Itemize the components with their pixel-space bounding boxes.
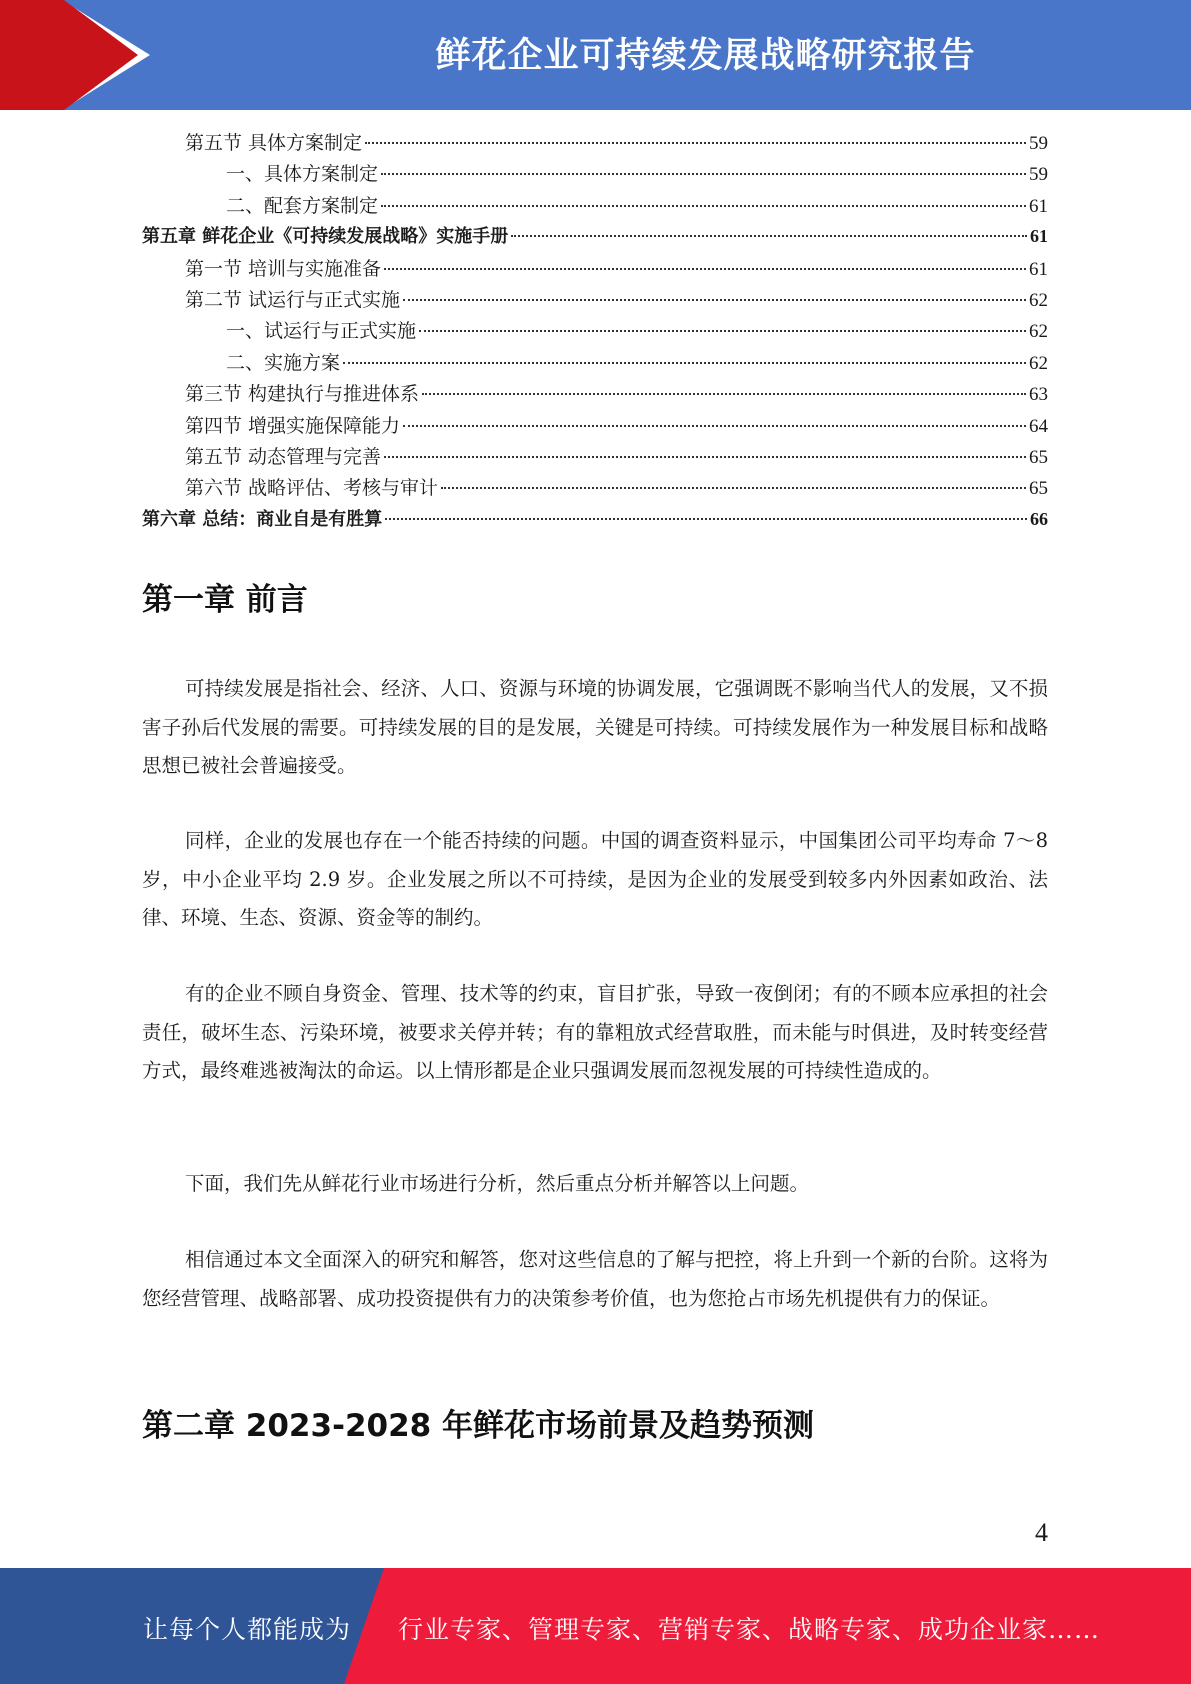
toc-dot-leader [441, 487, 1026, 489]
toc-entry[interactable] [142, 442, 1048, 473]
toc-entry-label: 第五章 鲜花企业《可持续发展战略》实施手册 [142, 226, 509, 248]
toc-entry-label: 第二节 试运行与正式实施 [185, 288, 401, 311]
toc-entry[interactable] [142, 473, 1048, 504]
paragraph-2: 同样，企业的发展也存在一个能否持续的问题。中国的调查资料显示，中国集团公司平均寿命 7～8 岁，中小企业平均 2.9 岁。企业发展之所以不可持续，是因为企业的发展受到较多内外因素如政治、法律、环境、生态、资源、资金等的制约。 [142, 829, 1048, 929]
toc-entry-label: 二、实施方案 [226, 351, 341, 374]
toc-entry-page: 61 [1029, 195, 1048, 217]
footer-slogan-right: 行业专家、管理专家、营销专家、战略专家、成功企业家…… [398, 1615, 1101, 1644]
toc-dot-leader [403, 425, 1026, 427]
toc-entry-label: 第一节 培训与实施准备 [185, 257, 382, 280]
toc-dot-leader [381, 173, 1026, 175]
toc-entry[interactable] [142, 379, 1048, 410]
paragraph-1: 可持续发展是指社会、经济、人口、资源与环境的协调发展，它强调既不影响当代人的发展，又不损害子孙后代发展的需要。可持续发展的目的是发展，关键是可持续。可持续发展作为一种发展目标和战略思想已被社会普遍接受。 [142, 677, 1048, 777]
toc-dot-leader [381, 205, 1026, 207]
toc-dot-leader [343, 362, 1026, 364]
toc-entry-page: 59 [1029, 164, 1048, 186]
header-arrow-icon [0, 0, 160, 110]
toc-entry-page: 62 [1029, 321, 1048, 343]
toc-entry[interactable] [142, 316, 1048, 347]
toc-entry-page: 64 [1029, 415, 1048, 437]
toc-entry-label: 第五节 动态管理与完善 [185, 445, 382, 468]
toc-entry-page: 61 [1030, 226, 1048, 247]
toc-entry-page: 62 [1029, 289, 1048, 311]
toc-dot-leader [385, 518, 1027, 520]
page-header [0, 0, 1191, 110]
toc-entry[interactable] [142, 191, 1048, 222]
toc-entry-page: 61 [1029, 258, 1048, 280]
table-of-contents [142, 128, 1048, 536]
toc-entry-label: 一、试运行与正式实施 [226, 320, 417, 343]
toc-entry[interactable] [142, 285, 1048, 316]
toc-dot-leader [384, 456, 1026, 458]
toc-entry[interactable] [142, 505, 1048, 536]
toc-entry-page: 66 [1030, 508, 1048, 529]
chapter-2-heading: 第二章 2023-2028 年鲜花市场前景及趋势预测 [142, 1408, 815, 1444]
paragraph-3: 有的企业不顾自身资金、管理、技术等的约束，盲目扩张，导致一夜倒闭；有的不顾本应承担的社会责任，破坏生态、污染环境，被要求关停并转；有的靠粗放式经营取胜，而未能与时俱进，及时转变经营方式，最终难逃被淘汰的命运。以上情形都是企业只强调发展而忽视发展的可持续性造成的。 [142, 982, 1048, 1082]
toc-entry-label: 第四节 增强实施保障能力 [185, 414, 401, 437]
toc-entry[interactable] [142, 348, 1048, 379]
toc-dot-leader [365, 142, 1026, 144]
toc-dot-leader [422, 393, 1026, 395]
toc-entry[interactable] [142, 128, 1048, 159]
paragraph-5: 相信通过本文全面深入的研究和解答，您对这些信息的了解与把控，将上升到一个新的台阶。这将为您经营管理、战略部署、成功投资提供有力的决策参考价值，也为您抢占市场先机提供有力的保证。 [142, 1248, 1048, 1310]
paragraph-4: 下面，我们先从鲜花行业市场进行分析，然后重点分析并解答以上问题。 [185, 1172, 810, 1195]
toc-dot-leader [511, 235, 1027, 237]
toc-entry-page: 59 [1029, 133, 1048, 154]
toc-entry[interactable] [142, 222, 1048, 253]
toc-entry-label: 二、配套方案制定 [226, 194, 379, 217]
toc-entry-label: 第六章 总结：商业自是有胜算 [142, 508, 383, 530]
page-number: 4 [1035, 1518, 1048, 1547]
toc-entry[interactable] [142, 254, 1048, 285]
report-title: 鲜花企业可持续发展战略研究报告 [435, 36, 976, 76]
toc-entry-label: 第三节 构建执行与推进体系 [185, 383, 420, 406]
toc-entry-label: 第五节 具体方案制定 [185, 132, 363, 154]
toc-entry-page: 65 [1029, 478, 1048, 500]
toc-dot-leader [419, 330, 1026, 332]
toc-entry-page: 63 [1029, 384, 1048, 406]
toc-dot-leader [384, 268, 1026, 270]
chapter-1-heading: 第一章 前言 [142, 582, 308, 618]
toc-entry-page: 62 [1029, 352, 1048, 374]
page-footer [0, 1568, 1191, 1684]
toc-entry[interactable] [142, 411, 1048, 442]
toc-entry[interactable] [142, 159, 1048, 190]
toc-entry-label: 一、具体方案制定 [226, 163, 379, 186]
toc-entry-page: 65 [1029, 446, 1048, 468]
toc-entry-label: 第六节 战略评估、考核与审计 [185, 477, 439, 500]
footer-slogan-left: 让每个人都能成为 [143, 1615, 352, 1644]
toc-dot-leader [403, 299, 1026, 301]
